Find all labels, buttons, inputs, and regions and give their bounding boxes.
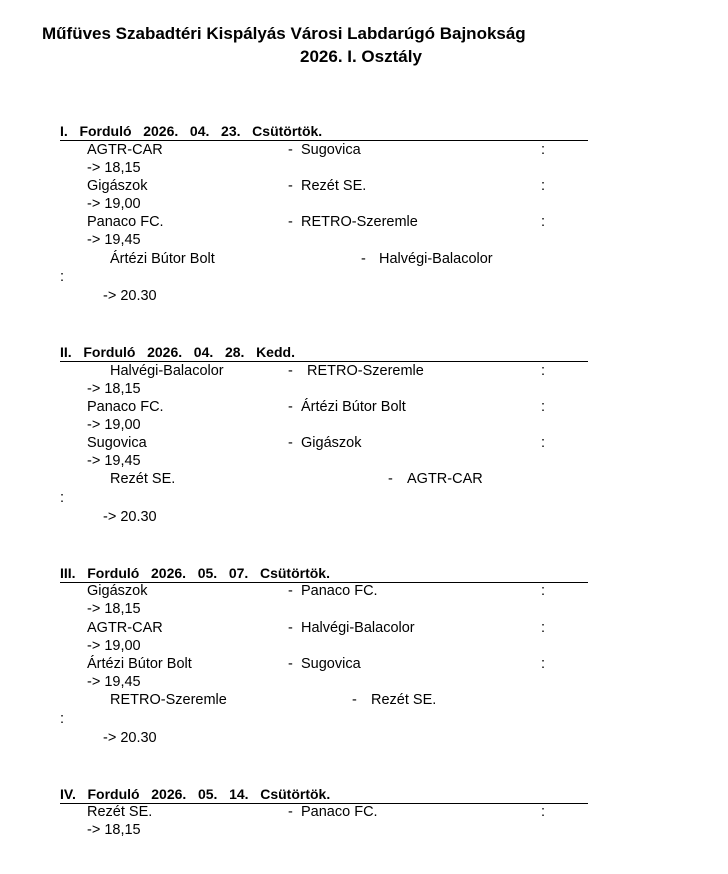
match-time: -> 18,15 (87, 381, 141, 397)
match-away-team: Panaco FC. (301, 583, 378, 599)
match-home-team: Panaco FC. (87, 399, 164, 415)
match-time: -> 19,00 (87, 417, 141, 433)
match-separator: - (288, 620, 293, 636)
match-score-colon: : (541, 435, 546, 451)
match-score-colon: : (60, 711, 65, 727)
match-time: -> 20.30 (103, 509, 157, 525)
match-score-colon: : (541, 804, 546, 820)
page-subtitle: 2026. I. Osztály (300, 47, 422, 66)
match-home-team: RETRO-Szeremle (110, 692, 227, 708)
match-separator: - (288, 214, 293, 230)
match-home-team: Gigászok (87, 583, 148, 599)
match-score-colon: : (541, 142, 546, 158)
match-time: -> 19,00 (87, 196, 141, 212)
match-separator: - (361, 251, 366, 267)
match-separator: - (288, 804, 293, 820)
match-separator: - (352, 692, 357, 708)
match-home-team: AGTR-CAR (87, 620, 163, 636)
match-score-colon: : (541, 620, 546, 636)
match-away-team: RETRO-Szeremle (301, 214, 418, 230)
match-home-team: Ártézi Bútor Bolt (87, 656, 192, 672)
match-separator: - (288, 656, 293, 672)
round-header: IV. Forduló 2026. 05. 14. Csütörtök. (60, 786, 588, 804)
round-header: III. Forduló 2026. 05. 07. Csütörtök. (60, 565, 588, 583)
match-time: -> 19,00 (87, 638, 141, 654)
match-score-colon: : (541, 399, 546, 415)
match-time: -> 19,45 (87, 674, 141, 690)
match-home-team: Rezét SE. (110, 471, 176, 487)
match-score-colon: : (541, 214, 546, 230)
match-away-team: Sugovica (301, 656, 361, 672)
match-score-colon: : (541, 178, 546, 194)
match-separator: - (288, 399, 293, 415)
match-separator: - (288, 583, 293, 599)
match-away-team: Ártézi Bútor Bolt (301, 399, 406, 415)
match-away-team: Gigászok (301, 435, 362, 451)
match-home-team: Rezét SE. (87, 804, 153, 820)
match-separator: - (288, 178, 293, 194)
match-score-colon: : (541, 656, 546, 672)
match-away-team: Panaco FC. (301, 804, 378, 820)
match-away-team: Rezét SE. (301, 178, 367, 194)
match-time: -> 18,15 (87, 601, 141, 617)
match-separator: - (288, 435, 293, 451)
match-separator: - (288, 363, 293, 379)
match-away-team: Halvégi-Balacolor (379, 251, 493, 267)
match-home-team: Gigászok (87, 178, 148, 194)
round-header: I. Forduló 2026. 04. 23. Csütörtök. (60, 123, 588, 141)
match-away-team: RETRO-Szeremle (307, 363, 424, 379)
match-time: -> 19,45 (87, 232, 141, 248)
match-separator: - (288, 142, 293, 158)
match-home-team: Sugovica (87, 435, 147, 451)
match-score-colon: : (541, 583, 546, 599)
match-home-team: Ártézi Bútor Bolt (110, 251, 215, 267)
match-away-team: Rezét SE. (371, 692, 437, 708)
match-time: -> 19,45 (87, 453, 141, 469)
match-home-team: Halvégi-Balacolor (110, 363, 224, 379)
match-separator: - (388, 471, 393, 487)
match-time: -> 20.30 (103, 288, 157, 304)
match-away-team: Halvégi-Balacolor (301, 620, 415, 636)
match-away-team: AGTR-CAR (407, 471, 483, 487)
match-time: -> 20.30 (103, 730, 157, 746)
match-score-colon: : (60, 269, 65, 285)
match-away-team: Sugovica (301, 142, 361, 158)
page-title: Műfüves Szabadtéri Kispályás Városi Labdarúgó Bajnokság (42, 24, 526, 43)
round-header: II. Forduló 2026. 04. 28. Kedd. (60, 344, 588, 362)
match-score-colon: : (60, 490, 65, 506)
match-home-team: Panaco FC. (87, 214, 164, 230)
match-score-colon: : (541, 363, 546, 379)
match-home-team: AGTR-CAR (87, 142, 163, 158)
match-time: -> 18,15 (87, 822, 141, 838)
match-time: -> 18,15 (87, 160, 141, 176)
